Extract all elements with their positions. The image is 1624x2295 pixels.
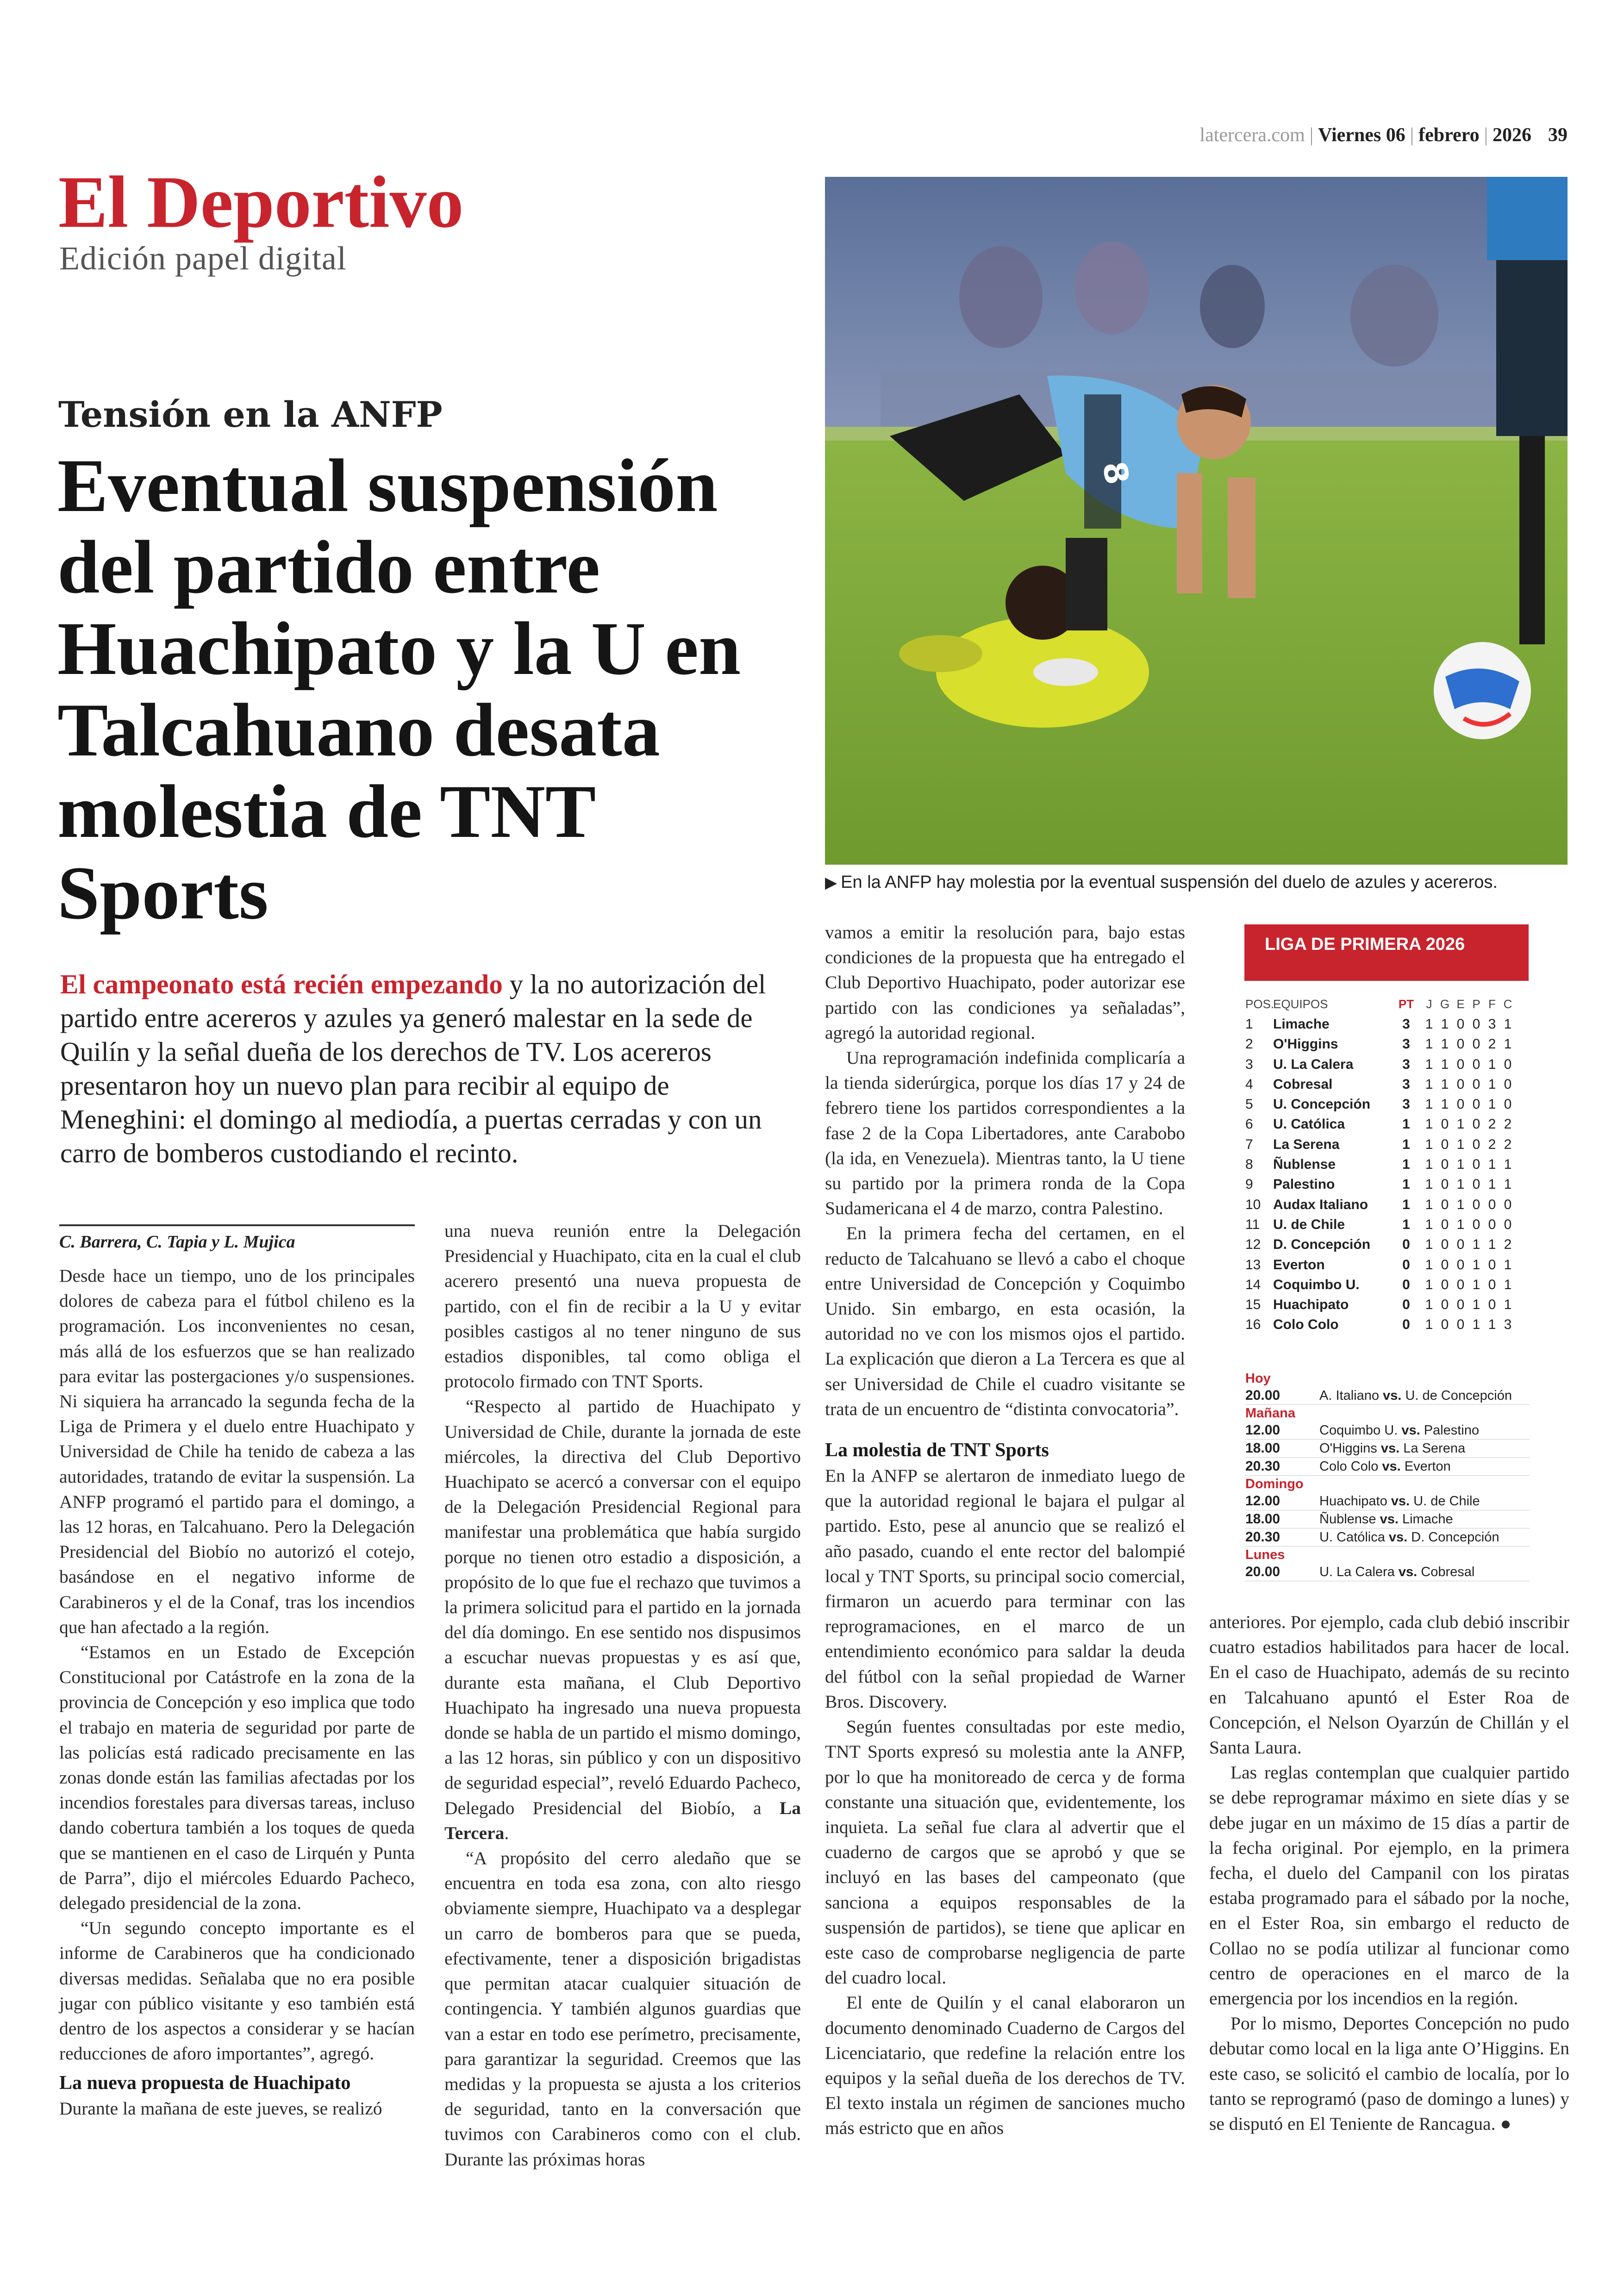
standings-row — [1245, 1175, 1530, 1195]
team-name: Palestino — [1273, 1177, 1335, 1192]
play-triangle-icon: ▶ — [825, 874, 837, 892]
fixture-vs: vs. — [1383, 1388, 1402, 1403]
standings-cell: 1 — [1402, 1116, 1410, 1132]
standings-row — [1245, 1215, 1530, 1235]
fixture-row — [1245, 1458, 1530, 1476]
article-byline: C. Barrera, C. Tapia y L. Mujica — [59, 1224, 415, 1253]
standings-cell: 1 — [1456, 1116, 1465, 1132]
standings-row — [1245, 1235, 1530, 1255]
standings-cell: 1 — [1441, 1016, 1449, 1032]
standings-cell: 0 — [1441, 1257, 1449, 1272]
standings-cell: 0 — [1402, 1277, 1410, 1292]
standings-cell: 0 — [1441, 1216, 1449, 1232]
article-column-3 — [825, 920, 1185, 2141]
standings-cell: 0 — [1441, 1116, 1449, 1132]
standings-cell: 0 — [1504, 1076, 1512, 1092]
standings-cell: 1 — [1472, 1317, 1480, 1333]
source-name: La Tercera — [444, 1797, 801, 1843]
standings-cell: 0 — [1472, 1116, 1480, 1132]
fixture-row — [1245, 1492, 1530, 1510]
standings-row — [1245, 1094, 1530, 1114]
standings-cell: 13 — [1245, 1257, 1261, 1272]
standings-cell: 6 — [1245, 1116, 1253, 1132]
fixture-away: Palestino — [1424, 1423, 1480, 1438]
standings-cell: 0 — [1472, 1177, 1480, 1192]
standings-cell: 1 — [1504, 1277, 1512, 1292]
fixture-vs: vs. — [1382, 1459, 1401, 1474]
standings-cell: 1 — [1456, 1216, 1465, 1232]
standings-row — [1245, 1154, 1530, 1174]
standings-cell: 1 — [1504, 1157, 1512, 1172]
section-subtitle: Edición papel digital — [59, 240, 347, 277]
standings-cell: 16 — [1245, 1317, 1261, 1333]
article-column-1 — [59, 1224, 415, 2121]
standings-cell: 0 — [1488, 1297, 1496, 1313]
standings-cell: 1 — [1441, 1036, 1449, 1052]
standings-cell: 0 — [1456, 1297, 1465, 1313]
standings-row — [1245, 1275, 1530, 1295]
fixture-vs: vs. — [1380, 1441, 1400, 1456]
standings-cell: 0 — [1441, 1317, 1449, 1333]
fixture-day-label: Mañana — [1245, 1406, 1295, 1421]
standings-cell: 0 — [1456, 1277, 1465, 1292]
standings-cell: 1 — [1472, 1297, 1480, 1313]
standings-cell: 0 — [1488, 1197, 1496, 1212]
standings-cell: 0 — [1504, 1097, 1512, 1112]
standings-row — [1245, 1014, 1530, 1034]
body-paragraph: Desde hace un tiempo, uno de los principales dolores de cabeza para el fútbol chileno es la programación. Los inconvenientes no cesan, más allá de los esfuerzos que se han realizado para evitar las postergaciones y/o suspensiones. Ni siquiera ha arrancado la segunda fecha de la Liga de Primera y el duelo entre Huachipato y Universidad de Chile ha tenido de cabeza a las autoridades, tratando de evitar la suspensión. La ANFP programó el partido para el domingo, a las 12 horas, en Talcahuano. Pero la Delegación Presidencial del Biobío no autorizó el cotejo, basándose en el negativo informe de Carabineros y el de la Conaf, tras los incendios que han afectado a la región. — [59, 1266, 415, 1637]
football-photo-illustration — [825, 177, 1568, 865]
standings-cell: 0 — [1456, 1036, 1465, 1052]
standings-cell: 15 — [1245, 1297, 1261, 1313]
standings-cell: 0 — [1402, 1297, 1410, 1313]
standings-cell: 2 — [1504, 1136, 1512, 1152]
standings-cell: 3 — [1402, 1097, 1410, 1112]
standings-cell: 1 — [1441, 1076, 1449, 1092]
standings-row — [1245, 1195, 1530, 1215]
standings-cell: 1 — [1456, 1197, 1465, 1212]
standings-cell: 1 — [1425, 1297, 1433, 1313]
photo-caption-text: En la ANFP hay molestia por la eventual suspensión del duelo de azules y acereros. — [841, 873, 1498, 892]
team-name: O'Higgins — [1273, 1036, 1338, 1052]
fixture-match — [1319, 1563, 1474, 1581]
standings-cell: 1 — [1245, 1016, 1253, 1032]
standings-cell: 1 — [1402, 1157, 1410, 1172]
standings-cell: 1 — [1472, 1257, 1480, 1272]
fixture-home: Colo Colo — [1319, 1459, 1379, 1474]
page-folio: latercera.com | Viernes 06 | febrero | 2026 39 — [1199, 125, 1568, 146]
standings-cell: 0 — [1488, 1216, 1496, 1232]
team-name: Coquimbo U. — [1273, 1277, 1360, 1292]
folio-weekday: Viernes 06 — [1318, 125, 1405, 146]
fixture-row — [1245, 1387, 1530, 1405]
col-f: F — [1488, 997, 1496, 1011]
team-name: U. Católica — [1273, 1116, 1345, 1132]
standings-cell: 0 — [1441, 1297, 1449, 1313]
standings-cell: 1 — [1425, 1116, 1433, 1132]
article-lead — [60, 967, 792, 1170]
photo-caption — [825, 873, 1568, 892]
fixture-match — [1319, 1528, 1499, 1546]
fixture-day-label: Hoy — [1245, 1371, 1271, 1386]
fixture-match — [1319, 1458, 1451, 1475]
fixture-away: Limache — [1402, 1512, 1453, 1527]
standings-cell: 1 — [1488, 1056, 1496, 1072]
team-name: Cobresal — [1273, 1076, 1333, 1092]
standings-cell: 1 — [1425, 1036, 1433, 1052]
standings-cell: 2 — [1488, 1036, 1496, 1052]
site-url[interactable]: latercera.com — [1199, 125, 1305, 146]
standings-cell: 1 — [1488, 1157, 1496, 1172]
body-paragraph: “A propósito del cerro aledaño que se encuentra en toda esa zona, con alto riesgo obviamente siempre, Huachipato va a desplegar un carro de bomberos para que se pueda, efectivamente, tener a disposición brigadistas que permitan atacar cualquier situación de contingencia. Y también algunos guardias que van a estar en todo ese perímetro, precisamente, para garantizar la seguridad. Creemos que las medidas y la propuesta se ajusta a los criterios de seguridad, tanto en la conversación que tuvimos con Carabineros como con el club. Durante las próximas horas — [444, 1848, 801, 2170]
col-e: E — [1456, 997, 1465, 1011]
fixture-time: 20.00 — [1245, 1388, 1280, 1403]
standings-cell: 0 — [1456, 1237, 1465, 1253]
standings-cell: 1 — [1425, 1197, 1433, 1212]
fixture-vs: vs. — [1380, 1512, 1399, 1527]
body-paragraph: anteriores. Por ejemplo, cada club debió inscribir cuatro estadios habilitados para hacer de local. En el caso de Huachipato, además de su recinto en Talcahuano apuntó el Ester Roa de Concepción, el Nelson Oyarzún de Chillán y el Santa Laura. — [1209, 1612, 1569, 1758]
standings-cell: 1 — [1425, 1177, 1433, 1192]
col-j: J — [1426, 997, 1432, 1011]
fixture-time: 20.30 — [1245, 1529, 1280, 1545]
fixture-away: U. de Chile — [1413, 1494, 1480, 1509]
closing-text: Por lo mismo, Deportes Concepción no pudo debutar como local en la liga ante O’Higgins. En este caso, se solicitó el cambio de localía, por lo tanto se reprogramó (paso de domingo a lunes) y se disputó en El Teniente de Rancagua. — [1209, 2013, 1569, 2134]
fixture-vs: vs. — [1388, 1530, 1408, 1545]
standings-cell: 0 — [1402, 1257, 1410, 1272]
quote-text: “Respecto al partido de Huachipato y Universidad de Chile, durante la jornada de este miércoles, la directiva del Club Deportivo Huachipato se acercó a conversar con el equipo de la Delegación Presidencial Regional para manifestar una problemática que había surgido porque no tienen otro estadio a disposición, a propósito de lo que fue el rechazo que tuvimos a la primera solicitud para el partido en la jornada del día domingo. En ese sentido nos dispusimos a escuchar nuevas propuestas y es así que, durante esta mañana, el Club Deportivo Huachipato ha ingresado una nueva propuesta donde se habla de un partido el mismo domingo, a las 12 horas, sin público y con un dispositivo de seguridad especial”, reveló Eduardo Pacheco, Delegado Presidencial del Biobío, a — [444, 1396, 801, 1818]
fixture-time: 18.00 — [1245, 1441, 1280, 1456]
standings-cell: 0 — [1456, 1257, 1465, 1272]
body-paragraph: Las reglas contemplan que cualquier partido se debe reprogramar máximo en siete días y se debe jugar en un máximo de 15 días a partir de la fecha original. Por ejemplo, en la primera fecha, el duelo del Campanil con los piratas estaba programado para el sábado por la noche, en el Ester Roa, sin embargo el reducto de Collao no se podía utilizar al funcionar como centro de operaciones en el marco de la emergencia por los incendios en la región. — [1209, 1762, 1569, 2009]
standings-cell: 0 — [1456, 1016, 1465, 1032]
standings-cell: 1 — [1504, 1177, 1512, 1192]
team-name: D. Concepción — [1273, 1237, 1371, 1253]
subhead-molestia-tnt: La molestia de TNT Sports — [825, 1440, 1049, 1461]
fixture-away: La Serena — [1403, 1441, 1466, 1456]
standings-cell: 8 — [1245, 1157, 1253, 1172]
standings-row — [1245, 1255, 1530, 1275]
fixture-row — [1245, 1422, 1530, 1440]
standings-cell: 0 — [1402, 1237, 1410, 1253]
jersey-number: 8 — [1095, 458, 1137, 487]
standings-cell: 0 — [1456, 1097, 1465, 1112]
body-paragraph: vamos a emitir la resolución para, bajo estas condiciones de la propuesta que ha entregado el Club Deportivo Huachipato, poder autorizar ese partido con las condiciones ya señaladas”, agregó la autoridad regional. — [825, 922, 1185, 1043]
section-title: El Deportivo — [58, 161, 464, 243]
standings-cell: 2 — [1504, 1237, 1512, 1253]
standings-cell: 1 — [1402, 1136, 1410, 1152]
standings-row — [1245, 1315, 1530, 1335]
fixture-away: Everton — [1404, 1459, 1451, 1474]
team-name: U. de Chile — [1273, 1216, 1345, 1232]
standings-cell: 2 — [1504, 1116, 1512, 1132]
standings-cell: 2 — [1488, 1116, 1496, 1132]
standings-cell: 0 — [1504, 1197, 1512, 1212]
body-paragraph: En la primera fecha del certamen, en el reducto de Talcahuano se llevó a cabo el choque entre Universidad de Concepción y Coquimbo Unido. Sin embargo, en esta ocasión, la autoridad no ve con los mismos ojos el partido. La explicación que dieron a La Tercera es que al ser Universidad de Chile el cuadro visitante se trata de un encuentro de “distinta convocatoria”. — [825, 1223, 1185, 1419]
fixture-time: 12.00 — [1245, 1422, 1280, 1438]
standings-cell: 0 — [1441, 1177, 1449, 1192]
team-name: Audax Italiano — [1273, 1197, 1368, 1212]
standings-cell: 1 — [1472, 1237, 1480, 1253]
standings-cell: 14 — [1245, 1277, 1261, 1292]
fixture-row — [1245, 1440, 1530, 1458]
article-column-2 — [444, 1218, 801, 2172]
fixture-away: D. Concepción — [1411, 1530, 1499, 1545]
body-paragraph: Según fuentes consultadas por este medio, TNT Sports expresó su molestia ante la ANFP, por lo que ha monitoreado de cerca y de forma constante una situación que, evidentemente, los inquieta. La señal fue clara al advertir que el cuaderno de cargos que se aprobó y que se incluyó en las bases del campeonato (que sanciona a equipos responsables de la suspensión de partidos), se tiene que aplicar en este caso de comprobarse negligencia de parte del cuadro local. — [825, 1716, 1185, 1988]
fixture-home: Huachipato — [1319, 1494, 1387, 1509]
standings-cell: 1 — [1488, 1317, 1496, 1333]
standings-cell: 0 — [1472, 1157, 1480, 1172]
standings-cell: 1 — [1402, 1177, 1410, 1192]
standings-cell: 1 — [1472, 1277, 1480, 1292]
body-paragraph: En la ANFP se alertaron de inmediato luego de que la autoridad regional le bajara el pulgar al partido. Esto, pese al anuncio que se realizó el año pasado, cuando el ente rector del balompié local y TNT Sports, su principal socio comercial, firmaron un acuerdo para terminar con las reprogramaciones, en el marco de un entendimiento económico para saldar la deuda del fútbol con la señal propiedad de Warner Bros. Discovery. — [825, 1466, 1185, 1712]
fixture-match — [1319, 1440, 1465, 1457]
standings-cell: 1 — [1425, 1016, 1433, 1032]
team-name: Colo Colo — [1273, 1317, 1339, 1333]
body-paragraph — [1209, 2011, 1569, 2136]
fixture-home: O'Higgins — [1319, 1441, 1377, 1456]
fixture-time: 20.00 — [1245, 1564, 1280, 1579]
standings-cell: 4 — [1245, 1076, 1253, 1092]
standings-cell: 2 — [1245, 1036, 1253, 1052]
fixture-match — [1319, 1387, 1512, 1404]
standings-title: LIGA DE PRIMERA 2026 — [1244, 924, 1529, 981]
standings-cell: 3 — [1402, 1056, 1410, 1072]
standings-cell: 1 — [1402, 1197, 1410, 1212]
fixture-home: Ñublense — [1319, 1512, 1376, 1527]
folio-month: febrero — [1418, 125, 1480, 146]
fixture-row — [1245, 1510, 1530, 1528]
standings-cell: 1 — [1456, 1177, 1465, 1192]
fixture-row — [1245, 1528, 1530, 1547]
standings-cell: 0 — [1472, 1056, 1480, 1072]
article-column-4 — [1209, 1609, 1569, 2136]
standings-cell: 1 — [1504, 1257, 1512, 1272]
standings-cell: 3 — [1402, 1076, 1410, 1092]
fixture-vs: vs. — [1401, 1423, 1420, 1438]
standings-cell: 1 — [1504, 1036, 1512, 1052]
fixture-day-label: Lunes — [1245, 1547, 1285, 1562]
standings-cell: 12 — [1245, 1237, 1261, 1253]
standings-cell: 9 — [1245, 1177, 1253, 1192]
standings-cell: 0 — [1488, 1257, 1496, 1272]
lead-highlight: El campeonato está recién empezando — [60, 969, 503, 999]
standings-cell: 1 — [1425, 1157, 1433, 1172]
body-paragraph: Una reprogramación indefinida complicaría a la tienda siderúrgica, porque los días 17 y 24 de febrero tiene los partidos correspondientes a la fase 2 de la Copa Libertadores, ante Carabobo (la ida, en Venezuela). Mientras tanto, la U tiene su partido por la primera ronda de la Copa Sudamericana el 4 de marzo, contra Palestino. — [825, 1048, 1185, 1219]
standings-cell: 5 — [1245, 1097, 1253, 1112]
standings-cell: 1 — [1425, 1237, 1433, 1253]
col-pt: PT — [1398, 997, 1414, 1011]
standings-cell: 0 — [1441, 1237, 1449, 1253]
standings-cell: 1 — [1425, 1097, 1433, 1112]
folio-year: 2026 — [1493, 125, 1531, 146]
standings-cell: 0 — [1472, 1136, 1480, 1152]
body-paragraph: Durante la mañana de este jueves, se realizó — [59, 2098, 382, 2119]
standings-row — [1245, 1074, 1530, 1094]
team-name: U. La Calera — [1273, 1056, 1354, 1072]
article-photo — [825, 177, 1568, 865]
standings-cell: 0 — [1441, 1136, 1449, 1152]
standings-row — [1245, 1115, 1530, 1135]
standings-cell: 0 — [1441, 1197, 1449, 1212]
body-paragraph: “Estamos en un Estado de Excepción Constitucional por Catástrofe en la zona de la provincia de Concepción y eso implica que todo el trabajo en materia de seguridad por parte de las policías está radicado precisamente en las zonas donde están las familias afectadas por los incendios forestales para diversas tareas, incluso dando cobertura también a los toques de queda que se mantienen en el caso de Lirquén y Punta de Parra”, dijo el miércoles Eduardo Pacheco, delegado presidencial de la zona. — [59, 1642, 415, 1914]
standings-row — [1245, 1295, 1530, 1315]
page-number: 39 — [1548, 125, 1568, 146]
standings-cell: 1 — [1504, 1016, 1512, 1032]
col-p: P — [1472, 997, 1480, 1011]
col-g: G — [1440, 997, 1450, 1011]
standings-cell: 1 — [1425, 1136, 1433, 1152]
standings-cell: 0 — [1456, 1317, 1465, 1333]
standings-cell: 0 — [1488, 1277, 1496, 1292]
standings-cell: 3 — [1402, 1016, 1410, 1032]
standings-cell: 1 — [1488, 1076, 1496, 1092]
col-pos: POS. — [1245, 997, 1274, 1011]
end-dot-icon: ● — [1500, 2113, 1512, 2134]
fixture-match — [1319, 1510, 1453, 1528]
standings-cell: 0 — [1504, 1216, 1512, 1232]
standings-cell: 3 — [1245, 1056, 1253, 1072]
body-paragraph: una nueva reunión entre la Delegación Presidencial y Huachipato, cita en la cual el club acerero presentó una nueva propuesta de partido, con el fin de recibir a la U y evitar posibles castigos al no tener ninguno de sus estadios disponibles, tal como obliga el protocolo firmado con TNT Sports. — [444, 1221, 801, 1392]
standings-cell: 11 — [1245, 1216, 1260, 1232]
standings-cell: 1 — [1402, 1216, 1410, 1232]
standings-cell: 0 — [1472, 1016, 1480, 1032]
standings-cell: 1 — [1425, 1056, 1433, 1072]
fixtures-list — [1245, 1370, 1530, 1581]
article-kicker: Tensión en la ANFP — [58, 394, 443, 435]
col-team: EQUIPOS — [1273, 997, 1328, 1011]
standings-cell: 7 — [1245, 1136, 1253, 1152]
standings-cell: 1 — [1504, 1297, 1512, 1313]
standings-cell: 1 — [1456, 1157, 1465, 1172]
standings-cell: 10 — [1245, 1197, 1261, 1212]
standings-cell: 1 — [1425, 1216, 1433, 1232]
team-name: Huachipato — [1273, 1297, 1349, 1313]
team-name: U. Concepción — [1273, 1097, 1371, 1112]
standings-cell: 0 — [1441, 1157, 1449, 1172]
standings-cell: 3 — [1504, 1317, 1512, 1333]
standings-header-row — [1245, 994, 1530, 1014]
standings-cell: 0 — [1441, 1277, 1449, 1292]
standings-cell: 3 — [1488, 1016, 1496, 1032]
fixture-row — [1245, 1563, 1530, 1581]
standings-cell: 2 — [1488, 1136, 1496, 1152]
fixture-time: 20.30 — [1245, 1459, 1280, 1474]
standings-cell: 0 — [1472, 1036, 1480, 1052]
standings-cell: 0 — [1472, 1097, 1480, 1112]
team-name: Limache — [1273, 1016, 1330, 1032]
standings-cell: 1 — [1441, 1097, 1449, 1112]
body-paragraph: “Respecto al partido de Huachipato y Universidad de Chile, durante la jornada de este miércoles, la directiva del Club Deportivo Huachipato se acercó a conversar con el equipo de la Delegación Presidencial Regional para manifestar una problemática que había surgido porque no tienen otro estadio a disposición, a propósito de lo que fue el rechazo que tuvimos a la primera solicitud para el partido en la jornada del día domingo. En ese sentido nos dispusimos a escuchar nuevas propuestas y es así que, durante esta mañana, el Club Deportivo Huachipato ha ingresado una nueva propuesta donde se habla de un partido el mismo domingo, a las 12 horas, sin público y con un dispositivo de seguridad especial”, reveló Eduardo Pacheco, Delegado Presidencial del Biobío, a La Tercera. — [444, 1396, 801, 1843]
subhead-nueva-propuesta: La nueva propuesta de Huachipato — [59, 2072, 351, 2094]
standings-row — [1245, 1135, 1530, 1154]
standings-cell: 1 — [1425, 1257, 1433, 1272]
team-name: La Serena — [1273, 1136, 1340, 1152]
body-paragraph: El ente de Quilín y el canal elaboraron un documento denominado Cuaderno de Cargos del Licenciatario, que redefine la relación entre los equipos y la señal dueña de los derechos de TV. El texto instala un régimen de sanciones mucho más estricto que en años — [825, 1992, 1185, 2139]
lead-body: y la no autorización del partido entre acereros y azules ya generó malestar en la sede de Quilín y la señal dueña de los derechos de TV. Los acereros presentaron hoy un nuevo plan para recibir al equipo de Meneghini: el domingo al mediodía, a puertas cerradas y con un carro de bomberos custodiando el recinto. — [60, 969, 766, 1168]
standings-cell: 3 — [1402, 1036, 1410, 1052]
standings-cell: 1 — [1456, 1136, 1465, 1152]
standings-cell: 0 — [1472, 1197, 1480, 1212]
article-headline: Eventual suspensión del partido entre Huachipato y la U en Talcahuano desata molestia de TNT Sports — [57, 444, 741, 935]
fixture-vs: vs. — [1398, 1565, 1418, 1579]
fixture-home: U. La Calera — [1319, 1565, 1395, 1579]
standings-row — [1245, 1035, 1530, 1054]
fixture-time: 12.00 — [1245, 1493, 1280, 1509]
fixture-home: Coquimbo U. — [1319, 1423, 1398, 1438]
standings-row — [1245, 1054, 1530, 1074]
standings-cell: 0 — [1456, 1056, 1465, 1072]
standings-cell: 1 — [1441, 1056, 1449, 1072]
team-name: Ñublense — [1273, 1157, 1336, 1172]
standings-cell: 0 — [1472, 1216, 1480, 1232]
fixture-match — [1319, 1422, 1479, 1439]
fixture-vs: vs. — [1391, 1494, 1410, 1509]
standings-cell: 0 — [1456, 1076, 1465, 1092]
standings-table — [1245, 994, 1530, 1335]
fixture-away: U. de Concepción — [1405, 1388, 1512, 1403]
body-paragraph: “Un segundo concepto importante es el informe de Carabineros que ha condicionado diversas medidas. Señalaba que no era posible jugar con público visitante y eso también está dentro de los aspectos a considerar y se hacían reducciones de aforo importantes”, agregó. — [59, 1918, 415, 2064]
standings-cell: 1 — [1425, 1317, 1433, 1333]
fixture-home: A. Italiano — [1319, 1388, 1379, 1403]
fixture-day-label: Domingo — [1245, 1477, 1304, 1491]
team-name: Everton — [1273, 1257, 1325, 1272]
standings-cell: 1 — [1488, 1097, 1496, 1112]
standings-cell: 1 — [1488, 1177, 1496, 1192]
fixture-home: U. Católica — [1319, 1530, 1385, 1545]
standings-cell: 0 — [1504, 1056, 1512, 1072]
standings-cell: 0 — [1472, 1076, 1480, 1092]
standings-cell: 1 — [1425, 1277, 1433, 1292]
col-c: C — [1503, 997, 1512, 1011]
fixture-away: Cobresal — [1421, 1565, 1475, 1579]
standings-cell: 1 — [1425, 1076, 1433, 1092]
fixture-match — [1319, 1492, 1480, 1510]
standings-cell: 0 — [1402, 1317, 1410, 1333]
fixture-time: 18.00 — [1245, 1511, 1280, 1527]
standings-cell: 1 — [1488, 1237, 1496, 1253]
